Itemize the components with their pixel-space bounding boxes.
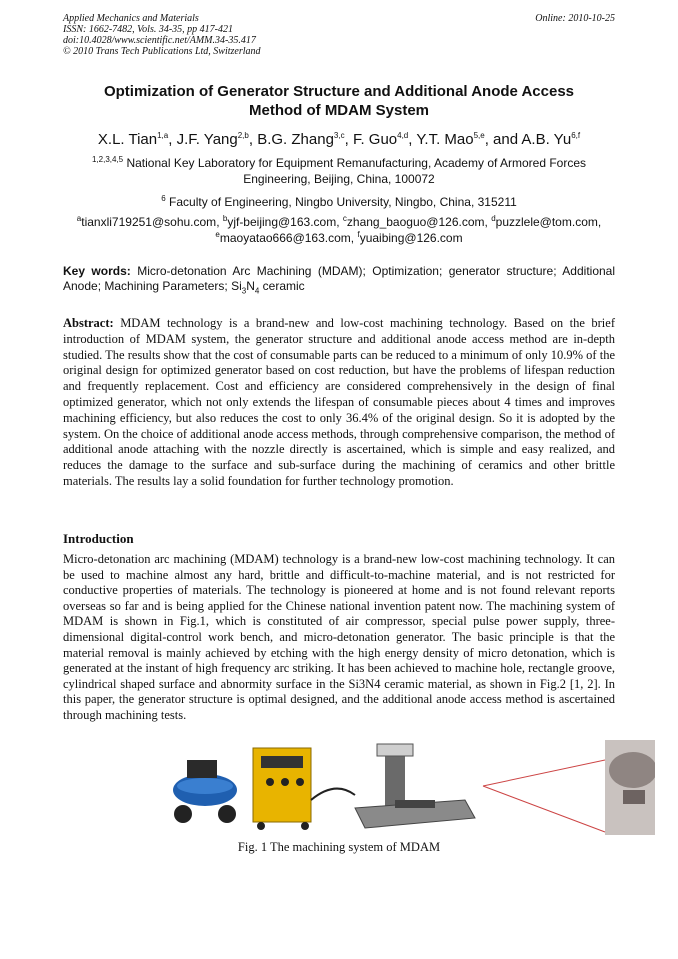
affiliation-2	[70, 194, 608, 210]
email-sup: a	[76, 214, 82, 223]
abstract-label: Abstract:	[63, 316, 114, 330]
machining-system-illustration	[165, 740, 655, 835]
keywords	[63, 264, 615, 294]
abstract	[63, 316, 615, 490]
author-name: B.G. Zhang	[257, 131, 334, 148]
author-name: F. Guo	[352, 131, 398, 148]
figure-1-caption: Fig. 1 The machining system of MDAM	[237, 840, 441, 854]
keywords-sub: 4	[254, 286, 260, 296]
section-heading-introduction: Introduction	[63, 531, 134, 546]
author-sup: 1,a	[157, 131, 169, 140]
affiliation-text: National Key Laboratory for Equipment Remanufacturing, Academy of Armored Forces	[126, 156, 587, 170]
paper-title-line-2: Method of MDAM System	[249, 102, 429, 119]
keywords-text: ceramic	[259, 279, 305, 293]
keywords-text: N	[246, 279, 255, 293]
online-date: Online: 2010-10-25	[535, 13, 615, 24]
email-sup: d	[491, 214, 496, 223]
affiliation-sup: 6	[161, 194, 166, 203]
journal-doi: doi:10.4028/www.scientific.net/AMM.34-35.417	[63, 35, 256, 46]
author-sup: 2,b	[237, 131, 249, 140]
air-compressor-icon	[173, 760, 237, 823]
affiliation-text: Engineering, Beijing, China, 100072	[243, 172, 435, 186]
affiliation-1	[70, 155, 608, 187]
journal-issn: ISSN: 1662-7482, Vols. 34-35, pp 417-421	[63, 24, 233, 35]
paper-title-line-1: Optimization of Generator Structure and Additional Anode Access	[103, 83, 575, 100]
author-sup: 6,f	[571, 131, 581, 140]
paper-title	[60, 82, 618, 120]
email-link[interactable]: maoyatao666@163.com	[219, 231, 351, 245]
author-sup: 5,e	[473, 131, 485, 140]
email-sup: b	[222, 214, 228, 223]
abstract-text: MDAM technology is a brand-new and low-cost machining technology. Based on the brief introduction of MDAM system, the generator structure and additional anode access method are in-depth studied. The results show that the cost of consumable parts can be reduced to a minimum of only 10.9% of the original design for optimized generator based on cost reduction, but have the problems of lifespan reduction and frequently replacement. Cost and efficiency are considered comprehensively in the design of final optimized generator, which not only extends the lifespan of consumable pieces about 4 times and improves machining efficiency, but also reduces the cost to only 36.4% of the original design. So it is adopted by the system. On the choice of additional anode access methods, through comprehensive comparison, the method of additional anode attaching with the nozzle directly is ascertained, which is simple and easy realized, and reduces the damage to the surface and sub-surface during the machining of ceramics and other brittle materials. The results lay a solid foundation for further technology promotion.	[63, 316, 615, 488]
author-name: J.F. Yang	[176, 131, 238, 148]
affiliation-text: Faculty of Engineering, Ningbo University, Ningbo, China, 315211	[169, 195, 517, 209]
author-name: X.L. Tian	[97, 131, 158, 148]
journal-name: Applied Mechanics and Materials	[63, 13, 199, 24]
affiliation-sup: 1,2,3,4,5	[91, 155, 124, 164]
email-sup: f	[357, 230, 360, 239]
email-sup: e	[215, 230, 220, 239]
keywords-label: Key words:	[63, 264, 131, 278]
figure-1-image	[165, 740, 655, 835]
email-link[interactable]: tianxli719251@sohu.com	[81, 215, 217, 229]
keywords-sub: 3	[241, 286, 247, 296]
journal-copyright: © 2010 Trans Tech Publications Ltd, Switzerland	[63, 46, 261, 57]
author-name: A.B. Yu	[521, 131, 572, 148]
email-sup: c	[342, 214, 347, 223]
author-sup: 4,d	[397, 131, 409, 140]
generator-closeup-icon	[483, 740, 655, 835]
journal-header	[63, 13, 615, 57]
author-name: Y.T. Mao	[416, 131, 474, 148]
keywords-text: Micro-detonation Arc Machining (MDAM); Optimization; generator structure; Additional Anode; Machining Parameters; Si	[63, 264, 616, 293]
email-link[interactable]: zhang_baoguo@126.com	[346, 215, 485, 229]
email-link[interactable]: puzzlele@tom.com	[495, 215, 598, 229]
introduction-text: Micro-detonation arc machining (MDAM) technology is a brand-new low-cost machining technology. It can be used to machine almost any hard, brittle and difficult-to-machine material, and is not restricted for conductive properties of materials. The technology is pioneered at home and is not found relevant reports overseas so far and is being applied for the Chinese national invention patent now. The machining system of MDAM is shown in Fig.1, which is constituted of air compressor, special pulse power supply, three-dimensional digital-control work bench, and micro-detonation generator. The basic principle is that the material removal is mainly achieved by etching with the high energy density of micro detonation, which is generated at the instant of high frequency arc striking. It has been achieved to machine hole, rectangle groove, cylindrical shaped surface and abnormity surface in the Si3N4 ceramic material, as shown in Fig.2 [1, 2]. In this paper, the generator structure is optimal designed, and the additional anode access method is ascertained through machining tests.	[63, 552, 615, 722]
author-sup: 3,c	[333, 131, 345, 140]
work-bench-icon	[355, 744, 475, 828]
pulse-power-supply-icon	[253, 748, 355, 830]
email-list: $^a$tianxli719251@sohu.com, $^b$yjf-beijing@163.com, $^c$zhang_baoguo@126.com, $^d$puzzlele@tom.com, $^e$maoyatao666@163.com, $^f$yuaibing@126.com	[76, 214, 602, 245]
author-list: X.L. Tian$^{1,a}$, J.F. Yang$^{2,b}$, B.G. Zhang$^{3,c}$, F. Guo$^{4,d}$, Y.T. Mao$^{5,e}$, and A.B. Yu$^{6,f}$	[97, 131, 581, 148]
email-link[interactable]: yjf-beijing@163.com	[227, 215, 337, 229]
email-link[interactable]: yuaibing@126.com	[359, 231, 463, 245]
